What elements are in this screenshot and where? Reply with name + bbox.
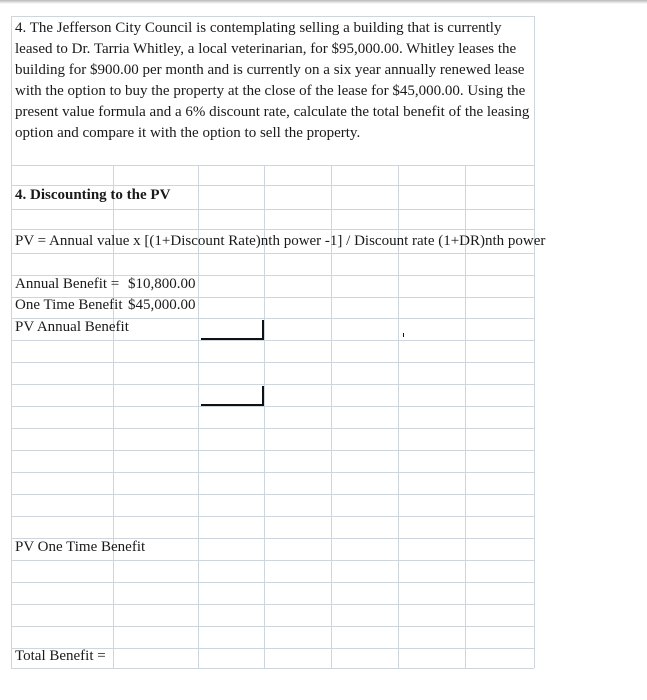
total-benefit-label: Total Benefit = — [15, 648, 106, 664]
annual-benefit-value[interactable]: $10,800.00 — [128, 276, 196, 292]
pv-one-time-benefit-label: PV One Time Benefit — [15, 539, 146, 555]
grid-row-line — [11, 253, 534, 254]
grid-row-line — [11, 604, 534, 605]
grid-row-line — [11, 384, 534, 385]
grid-row-line — [11, 16, 534, 17]
pv-annual-work-blank[interactable] — [201, 386, 264, 406]
grid-row-line — [11, 229, 534, 230]
cell-marker — [403, 333, 404, 337]
window-top-shadow — [0, 0, 647, 4]
grid-row-line — [11, 668, 534, 669]
grid-row-line — [11, 516, 534, 517]
grid-row-line — [11, 560, 534, 561]
one-time-benefit-value[interactable]: $45,000.00 — [128, 297, 196, 313]
annual-benefit-label: Annual Benefit = — [15, 276, 120, 292]
pv-annual-benefit-label: PV Annual Benefit — [15, 319, 129, 335]
grid-row-line — [11, 582, 534, 583]
one-time-benefit-label: One Time Benefit — [15, 297, 123, 313]
grid-row-line — [11, 450, 534, 451]
grid-row-line — [11, 209, 534, 210]
grid-border-line — [11, 16, 12, 668]
pv-formula: PV = Annual value x [(1+Discount Rate)nth power -1] / Discount rate (1+DR)nth power — [15, 233, 546, 249]
grid-row-line — [11, 406, 534, 407]
grid-row-line — [11, 165, 534, 166]
grid-row-line — [11, 362, 534, 363]
grid-border-line — [534, 16, 535, 668]
grid-row-line — [11, 428, 534, 429]
section-heading: 4. Discounting to the PV — [15, 187, 171, 203]
question-text: 4. The Jefferson City Council is contemplating selling a building that is currently leased to Dr. Tarria Whitley, a local veterinarian, for $95,000.00. Whitley leases the building for $900.00 per month and is currently on a six year annually renewed lease with the option to buy the property at the close of the lease for $45,000.00. Using the present value formula and a 6% discount rate, calculate the total benefit of the leasing option and compare it with the option to sell the property. — [15, 20, 530, 141]
pv-annual-answer-blank[interactable] — [201, 320, 264, 340]
grid-row-line — [11, 626, 534, 627]
grid-row-line — [11, 340, 534, 341]
grid-row-line — [11, 472, 534, 473]
grid-row-line — [11, 494, 534, 495]
